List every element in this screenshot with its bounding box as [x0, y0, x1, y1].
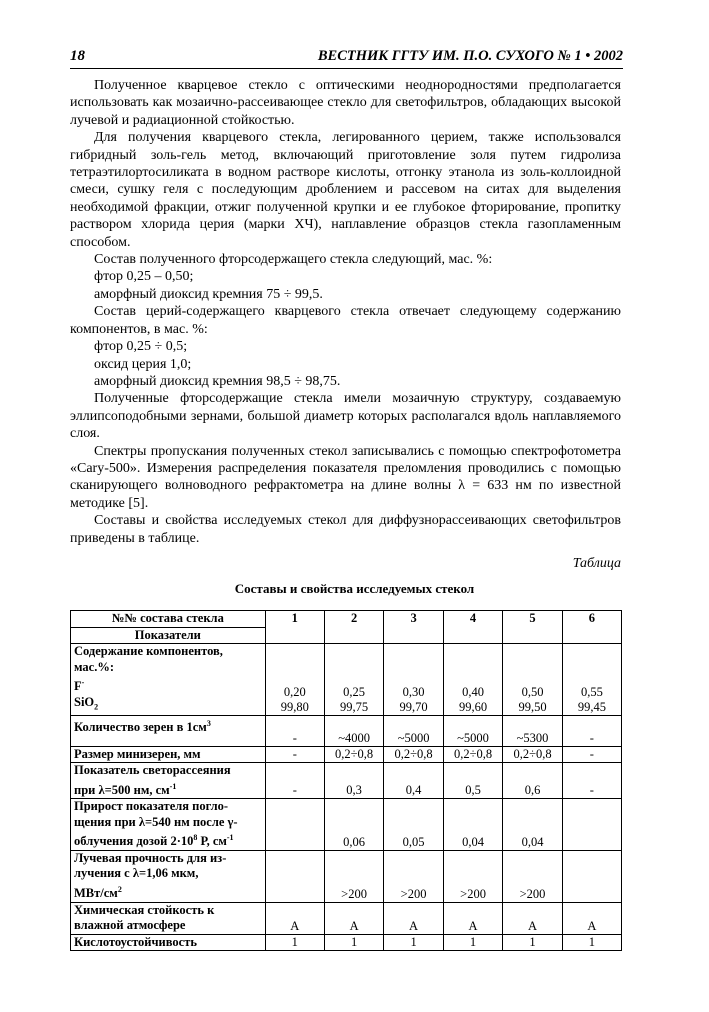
- table-cell: -: [265, 763, 324, 799]
- table-cell: >200: [443, 850, 502, 902]
- col-header: 2: [324, 611, 383, 644]
- composition-line: оксид церия 1,0;: [94, 356, 192, 372]
- table-row: [71, 934, 622, 951]
- article-body: [70, 77, 621, 547]
- table-cell: >200: [503, 850, 562, 902]
- paragraph: Спектры пропускания полученных стекол записывались с помощью спектрофотометра «Cary-500». Измерения распределения показателя преломления проводились с помощью сканирующего волноводного рефрактометра на длине волны λ = 633 нм по известной методике [5].: [70, 443, 621, 511]
- page-header: [70, 48, 623, 70]
- col-header: 6: [562, 611, 621, 644]
- row-label: [71, 644, 266, 716]
- header-cell-composition: №№ состава стекла: [71, 611, 266, 628]
- table-cell: 1: [562, 934, 621, 951]
- row-label: Количество зерен в $1см^3$: [71, 715, 266, 746]
- composition-line: аморфный диоксид кремния 98,5 ÷ 98,75.: [94, 373, 341, 389]
- col-header: 1: [265, 611, 324, 644]
- table-row: [71, 763, 622, 799]
- table-cell: [265, 850, 324, 902]
- table-cell: 0,04: [503, 799, 562, 851]
- table-cell: 0,2÷0,8: [443, 746, 502, 763]
- table-cell: [562, 850, 621, 902]
- composition-line: аморфный диоксид кремния 75 ÷ 99,5.: [94, 286, 323, 302]
- table-cell: ~5000: [443, 715, 502, 746]
- col-header: 5: [503, 611, 562, 644]
- table-cell: -: [562, 715, 621, 746]
- table-cell: ~5000: [384, 715, 443, 746]
- col-header: 4: [443, 611, 502, 644]
- table-cell: -: [265, 715, 324, 746]
- table-row: [71, 715, 622, 746]
- table-cell: 0,25 99,75: [324, 644, 383, 716]
- table-cell: -: [562, 746, 621, 763]
- paragraph: Составы и свойства исследуемых стекол для диффузнорассеивающих светофильтров приведены в таблице.: [70, 513, 621, 546]
- table-cell: 0,04: [443, 799, 502, 851]
- table-row: [71, 746, 622, 763]
- row-label: Химическая стойкость к влажной атмосфере: [71, 902, 266, 934]
- paragraph: Состав полученного фторсодержащего стекла следующий, мас. %:: [94, 252, 493, 268]
- header-rule: [70, 68, 623, 69]
- table-cell: 0,30 99,70: [384, 644, 443, 716]
- row-label: Прирост показателя погло- щения при λ=540 нм после γ- облучения дозой $2\cdot 10^8$ Р, $см^{-1}$: [71, 799, 266, 851]
- table-cell: >200: [384, 850, 443, 902]
- composition-line: фтор 0,25 – 0,50;: [94, 269, 194, 285]
- table-cell: ~4000: [324, 715, 383, 746]
- table-row: [71, 850, 622, 902]
- table-cell: А: [443, 902, 502, 934]
- table-cell: 0,4: [384, 763, 443, 799]
- table-cell: 0,2÷0,8: [503, 746, 562, 763]
- table-row: [71, 644, 622, 716]
- table-cell: -: [562, 763, 621, 799]
- paragraph: Состав церий-содержащего кварцевого стекла отвечает следующему содержанию компонентов, в мас. %:: [70, 304, 621, 337]
- table-cell: 0,5: [443, 763, 502, 799]
- header-cell-indicators: Показатели: [71, 627, 266, 644]
- paragraph: Полученные фторсодержащие стекла имели мозаичную структуру, создаваемую эллипсоподобными зернами, большой диаметр которых располагался вдоль наплавляемого слоя.: [70, 391, 621, 442]
- table-cell: 0,3: [324, 763, 383, 799]
- table-cell: А: [384, 902, 443, 934]
- properties-table: [70, 610, 622, 951]
- table-title: Составы и свойства исследуемых стекол: [234, 581, 475, 596]
- running-title: ВЕСТНИК ГГТУ ИМ. П.О. СУХОГО № 1 • 2002: [317, 48, 623, 64]
- row-label-silica: SiO$_2$: [74, 694, 99, 712]
- row-label: Показатель светорассеяния при λ=500 нм, $см^{-1}$: [71, 763, 266, 799]
- table-cell: >200: [324, 850, 383, 902]
- table-cell: 1: [443, 934, 502, 951]
- table-cell: А: [265, 902, 324, 934]
- table-cell: 0,20 99,80: [265, 644, 324, 716]
- table-cell: 0,6: [503, 763, 562, 799]
- table-cell: А: [324, 902, 383, 934]
- table-cell: 0,50 99,50: [503, 644, 562, 716]
- table-cell: [265, 799, 324, 851]
- page-number: 18: [70, 48, 85, 64]
- table-row: [71, 902, 622, 934]
- table-cell: А: [503, 902, 562, 934]
- table-cell: 1: [384, 934, 443, 951]
- row-label: Лучевая прочность для из- лучения с λ=1,06 мкм, МВт/$см^2$: [71, 850, 266, 902]
- table-cell: ~5300: [503, 715, 562, 746]
- row-label: Кислотоустойчивость: [71, 934, 266, 951]
- table-cell: 0,2÷0,8: [384, 746, 443, 763]
- table-cell: 0,55 99,45: [562, 644, 621, 716]
- table-cell: 0,06: [324, 799, 383, 851]
- table-header-row: [71, 611, 622, 628]
- table-cell: 0,40 99,60: [443, 644, 502, 716]
- row-label-text: Содержание компонентов, мас.%:: [74, 644, 223, 674]
- paragraph: Полученное кварцевое стекло с оптическими неоднородностями предполагается использовать как мозаично-рассеивающее стекло для светофильтров, обладающих высокой лучевой и радиационной стойкостью.: [70, 78, 621, 128]
- table-cell: 1: [265, 934, 324, 951]
- table-cell: 0,2÷0,8: [324, 746, 383, 763]
- composition-line: фтор 0,25 ÷ 0,5;: [94, 339, 188, 355]
- table-cell: 0,05: [384, 799, 443, 851]
- col-header: 3: [384, 611, 443, 644]
- table-cell: 1: [324, 934, 383, 951]
- table-cell: А: [562, 902, 621, 934]
- table-cell: [562, 799, 621, 851]
- table-cell: -: [265, 746, 324, 763]
- row-label: Размер минизерен, мм: [71, 746, 266, 763]
- table-cell: 1: [503, 934, 562, 951]
- paragraph: Для получения кварцевого стекла, легированного церием, также использовался гибридный золь-гель метод, включающий приготовление золя путем гидролиза тетраэтилортосиликата в водном растворе кислоты, отгонку этанола из золь-коллоидной смеси, сушку геля с последующим дроблением и рассевом на ситах для выделения необходимой фракции, отжиг полученной крупки и ее глубокое фторирование, пропитку раствором хлорида церия (марки ХЧ), наплавление образцов стекла газопламенным способом.: [70, 130, 621, 250]
- table-row: [71, 799, 622, 851]
- row-label-fluorine: F-: [74, 678, 85, 694]
- table-label: Таблица: [572, 556, 621, 571]
